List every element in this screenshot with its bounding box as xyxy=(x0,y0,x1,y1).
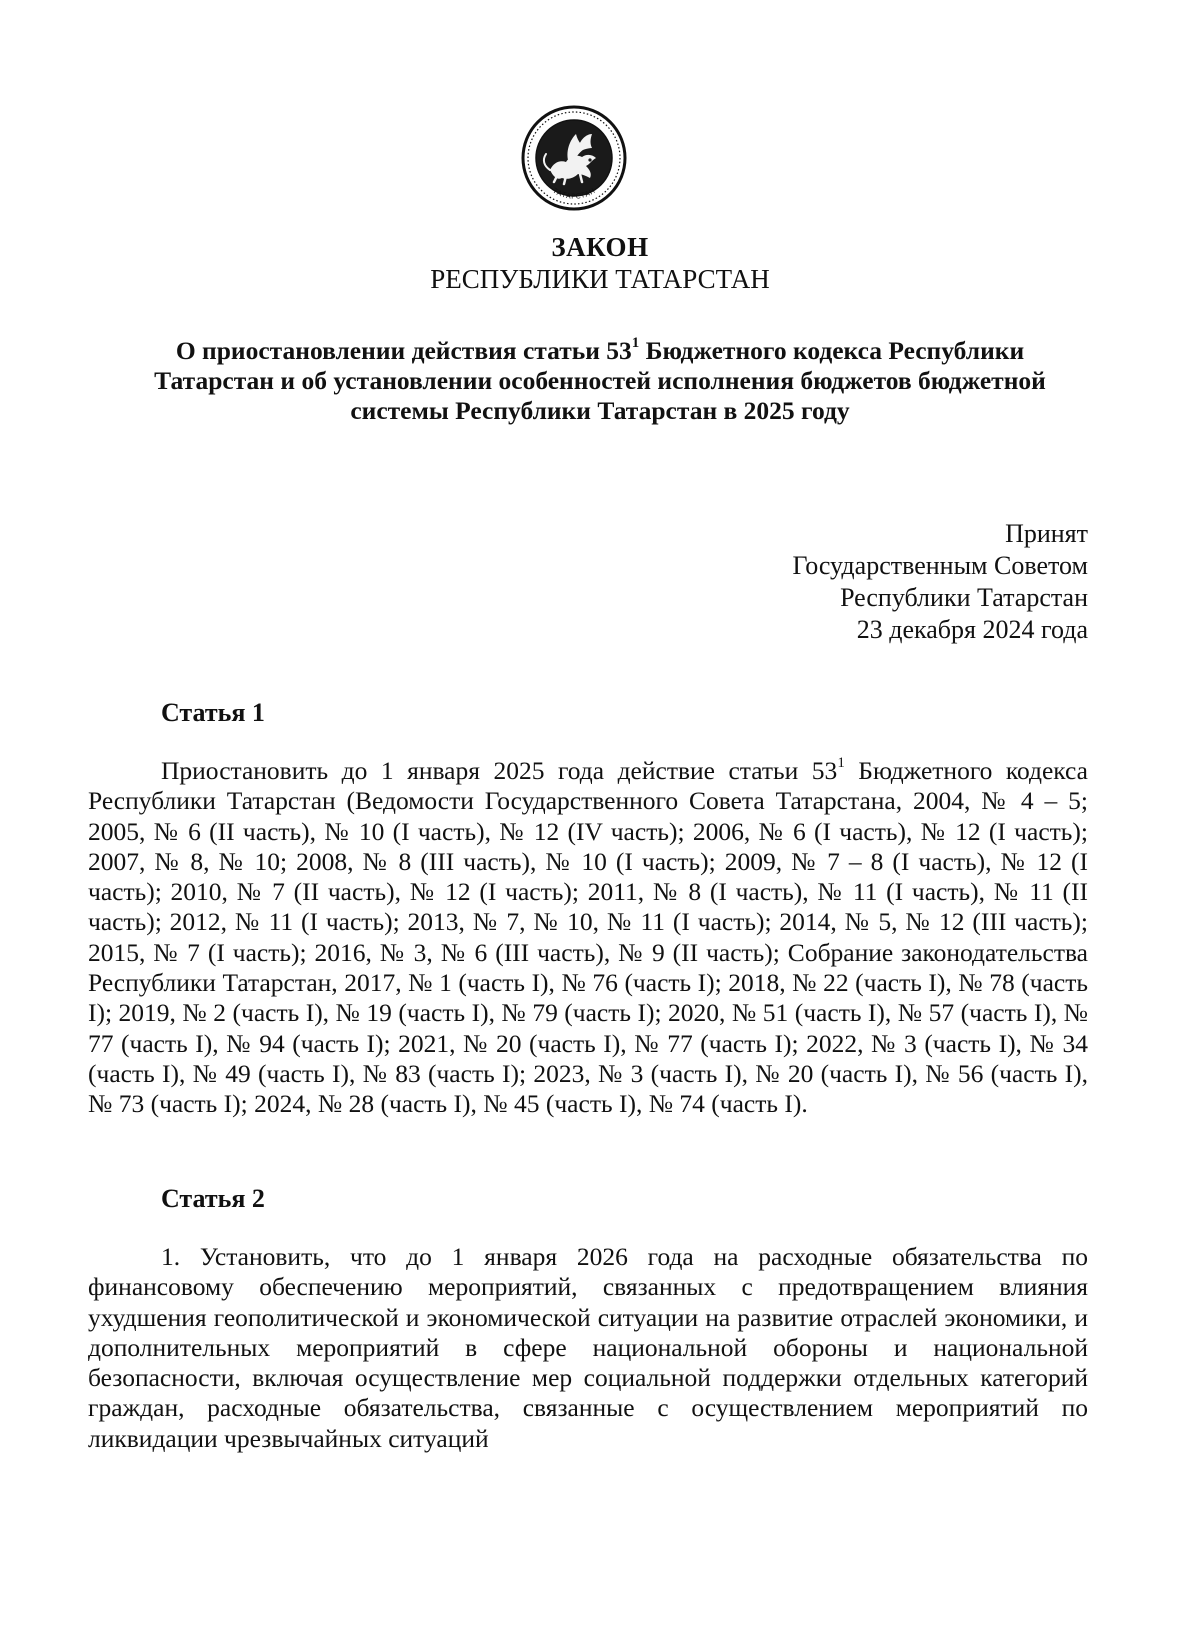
law-title-part2: Бюджетного кодекса Республики Татарстан и об установлении особенностей исполнения бюджетов бюджетной системы Республики Татарстан в 2025 году xyxy=(154,336,1046,425)
law-title-part1: О приостановлении действия статьи 53 xyxy=(175,336,632,365)
tatarstan-coat-of-arms-icon xyxy=(520,104,628,212)
adoption-line: Принят xyxy=(1005,519,1088,548)
article-2-text: 1. Установить, что до 1 января 2026 года на расходные обязательства по финансовому обеспечению мероприятий, связанных с предотвращением влияния ухудшения геополитической и экономической ситуации на развитие отраслей экономики, и дополнительных мероприятий в сфере национальной обороны и национальной безопасности, включая осуществление мер социальной поддержки отдельных категорий граждан, расходные обязательства, связанные с осуществлением мероприятий по ликвидации чрезвычайных ситуаций xyxy=(88,1242,1088,1453)
adoption-line: Республики Татарстан xyxy=(840,583,1088,612)
article-1-text-part1: Приостановить до 1 января 2025 года действие статьи 53 xyxy=(161,756,838,785)
adoption-block xyxy=(792,518,1088,646)
adoption-date: 23 декабря 2024 года xyxy=(856,615,1088,644)
article-2-heading: Статья 2 xyxy=(161,1184,265,1213)
law-title-superscript: 1 xyxy=(631,334,640,351)
emblem-ring-text: ТАТАРСТАН xyxy=(551,186,597,201)
article-1-heading: Статья 1 xyxy=(161,698,265,727)
article-1-text-part2: Бюджетного кодекса Республики Татарстан (Ведомости Государственного Совета Татарстана, 2004, № 4 – 5; 2005, № 6 (II часть), № 10 (I часть), № 12 (IV часть); 2006, № 6 (I часть), № 12 (I часть); 2007, № 8, № 10; 2008, № 8 (III часть), № 10 (I часть); 2009, № 7 – 8 (I часть), № 12 (I часть); 2010, № 7 (II часть), № 12 (I часть); 2011, № 8 (I часть), № 11 (I часть), № 11 (II часть); 2012, № 11 (I часть); 2013, № 7, № 10, № 11 (I часть); 2014, № 5, № 12 (III часть); 2015, № 7 (I часть); 2016, № 3, № 6 (III часть), № 9 (II часть); Собрание законодательства Республики Татарстан, 2017, № 1 (часть I), № 76 (часть I); 2018, № 22 (часть I), № 78 (часть I); 2019, № 2 (часть I), № 19 (часть I), № 79 (часть I); 2020, № 51 (часть I), № 57 (часть I), № 77 (часть I), № 94 (часть I); 2021, № 20 (часть I), № 77 (часть I); 2022, № 3 (часть I), № 34 (часть I), № 49 (часть I), № 83 (часть I); 2023, № 3 (часть I), № 20 (часть I), № 56 (часть I), № 73 (часть I); 2024, № 28 (часть I), № 45 (часть I), № 74 (часть I). xyxy=(88,756,1088,1119)
republic-heading: РЕСПУБЛИКИ ТАТАРСТАН xyxy=(430,264,770,294)
article-1-superscript: 1 xyxy=(837,754,845,771)
law-heading: ЗАКОН xyxy=(551,232,649,262)
law-title xyxy=(150,336,1050,426)
adoption-line: Государственным Советом xyxy=(792,551,1088,580)
article-1-text xyxy=(88,756,1088,1120)
